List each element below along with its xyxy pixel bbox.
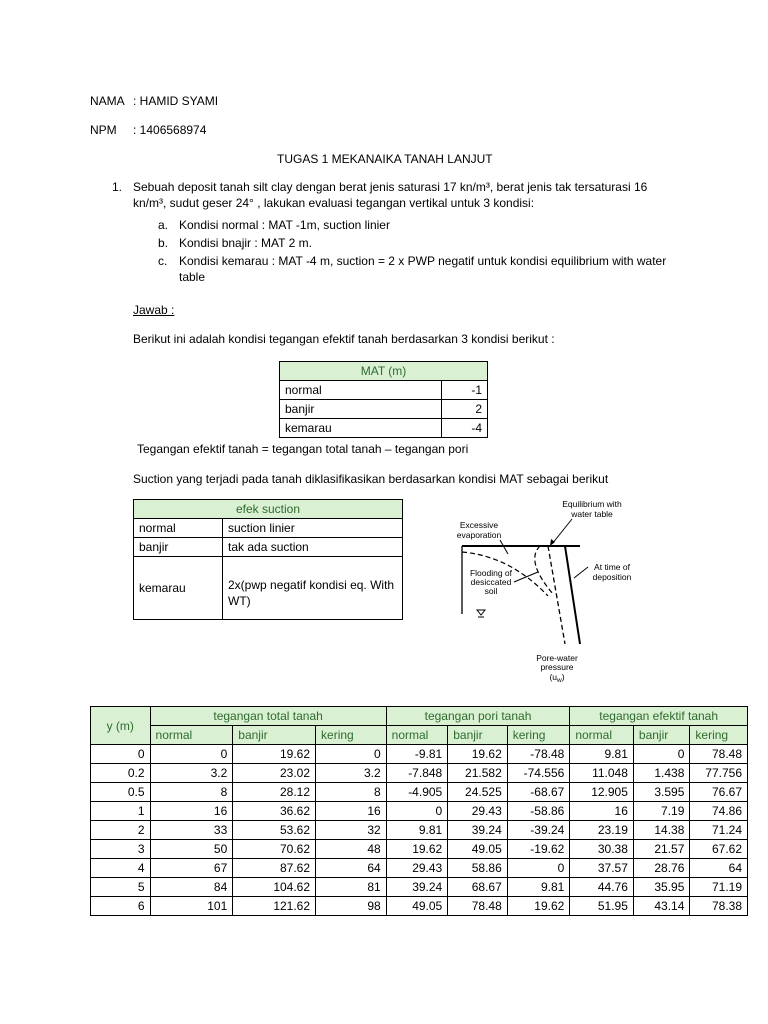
table-row: [91, 897, 748, 916]
y-header: y (m): [91, 707, 151, 745]
stress-cell: 101: [150, 897, 233, 916]
stress-cell: 43.14: [633, 897, 690, 916]
suction-table-header: efek suction: [134, 500, 403, 519]
stress-cell: 7.19: [633, 802, 690, 821]
table-row: kemarau 2x(pwp negatif kondisi eq. With WT): [134, 557, 403, 620]
depth-cell: 3: [91, 840, 151, 859]
suction-table: [133, 499, 403, 620]
table-row: banjir 2: [280, 400, 488, 419]
table-row: normal suction linier: [134, 519, 403, 538]
stress-cell: 49.05: [386, 897, 448, 916]
stress-cell: 19.62: [448, 745, 508, 764]
label-pwp: Pore-water: [536, 653, 578, 663]
group-header-pore: tegangan pori tanah: [386, 707, 570, 726]
label-evaporation: Excessive: [459, 520, 499, 530]
table-row: [91, 878, 748, 897]
stress-cell: 81: [316, 878, 387, 897]
stress-cell: 28.76: [633, 859, 690, 878]
condition-list: [158, 217, 678, 285]
stress-cell: 37.57: [570, 859, 634, 878]
stress-cell: 11.048: [570, 764, 634, 783]
table-row: [91, 764, 748, 783]
stress-cell: 0: [316, 745, 387, 764]
table-row: [91, 821, 748, 840]
stress-cell: 84: [150, 878, 233, 897]
stress-cell: 49.05: [448, 840, 508, 859]
stress-cell: 71.19: [690, 878, 748, 897]
depth-cell: 0.5: [91, 783, 151, 802]
stress-cell: 8: [316, 783, 387, 802]
svg-text:pressure: pressure: [540, 662, 574, 672]
nama-line: [90, 93, 218, 109]
stress-cell: -19.62: [507, 840, 570, 859]
question-line-1: Sebuah deposit tanah silt clay dengan berat jenis saturasi 17 kn/m³, berat jenis tak tersaturasi 16: [133, 180, 648, 194]
nama-label: NAMA: [90, 94, 125, 108]
condition-item: c. Kondisi kemarau : MAT -4 m, suction = 2 x PWP negatif untuk kondisi equilibrium with water table: [158, 254, 667, 284]
depth-cell: 2: [91, 821, 151, 840]
stress-cell: 71.24: [690, 821, 748, 840]
stress-cell: 50: [150, 840, 233, 859]
npm-line: [90, 122, 206, 138]
depth-cell: 6: [91, 897, 151, 916]
stress-cell: 74.86: [690, 802, 748, 821]
npm-value: : 1406568974: [133, 123, 207, 137]
stress-cell: 121.62: [233, 897, 316, 916]
table-row: [91, 783, 748, 802]
stress-table: y (m) tegangan total tanah tegangan pori tanah tegangan efektif tanah normal banjir kering normal banjir kering normal banjir kering 0 0 19.62 0 -9.81 19.62 -78.48 9.81 0 78.48 0.2 3.2 23.02 3.2 -7.848 21.582 -74.556 11.048 1.438 77.756 0.5 8 28.12 8 -4.905 24.525 -68.67 12.905 3.595 76.67 1 16 36.62 16 0 29.43 -58.86 16 7.19 74.86 2 33 53.62 32 9.81 39.24 -39.24 23.19 14.38 71.24 3 50 70.62 48 19.62 49.05 -19.62 30.38 21.57 67.62 4 67 87.62 64 29.43 58.86 0 37.57 28.76 64 5 84 104.62 81 39.24 68.67 9.81 44.76 35.95 71.19 6 101 121.62 98 49.05 78.48 19.62 51.95 43.14 78.38: [90, 706, 748, 916]
stress-cell: 16: [316, 802, 387, 821]
stress-cell: 3.2: [150, 764, 233, 783]
stress-cell: 23.02: [233, 764, 316, 783]
table-row: [91, 745, 748, 764]
stress-cell: -4.905: [386, 783, 448, 802]
svg-text:soil: soil: [484, 586, 498, 596]
stress-cell: 0: [150, 745, 233, 764]
stress-cell: 9.81: [570, 745, 634, 764]
suction-intro: Suction yang terjadi pada tanah diklasifikasikan berdasarkan kondisi MAT sebagai berikut: [133, 472, 609, 486]
group-header-effective: tegangan efektif tanah: [570, 707, 748, 726]
water-table-icon: [477, 610, 485, 615]
stress-cell: 16: [570, 802, 634, 821]
stress-cell: 28.12: [233, 783, 316, 802]
stress-cell: -68.67: [507, 783, 570, 802]
depth-cell: 5: [91, 878, 151, 897]
stress-cell: 19.62: [386, 840, 448, 859]
stress-cell: 0: [386, 802, 448, 821]
condition-item: a. Kondisi normal : MAT -1m, suction linier: [158, 218, 390, 232]
stress-cell: -74.556: [507, 764, 570, 783]
stress-cell: 21.582: [448, 764, 508, 783]
nama-value: : HAMID SYAMI: [133, 94, 219, 108]
stress-cell: 9.81: [507, 878, 570, 897]
answer-intro: Berikut ini adalah kondisi tegangan efektif tanah berdasarkan 3 kondisi berikut :: [133, 332, 555, 346]
depth-cell: 0.2: [91, 764, 151, 783]
stress-cell: 21.57: [633, 840, 690, 859]
stress-cell: 1.438: [633, 764, 690, 783]
stress-cell: 35.95: [633, 878, 690, 897]
stress-cell: -7.848: [386, 764, 448, 783]
stress-cell: 87.62: [233, 859, 316, 878]
stress-cell: 30.38: [570, 840, 634, 859]
stress-cell: 67.62: [690, 840, 748, 859]
stress-cell: 67: [150, 859, 233, 878]
label-deposition: At time of: [594, 562, 630, 572]
flooding-curve: [535, 546, 553, 594]
stress-cell: 8: [150, 783, 233, 802]
question-body: [133, 179, 693, 211]
svg-text:desiccated: desiccated: [470, 577, 512, 587]
stress-cell: -78.48: [507, 745, 570, 764]
formula-text: Tegangan efektif tanah = tegangan total tanah – tegangan pori: [137, 442, 469, 456]
stress-cell: 29.43: [386, 859, 448, 878]
stress-cell: 14.38: [633, 821, 690, 840]
deposition-line: [565, 546, 580, 644]
svg-text:evaporation: evaporation: [456, 530, 502, 540]
stress-cell: 39.24: [448, 821, 508, 840]
stress-cell: 19.62: [507, 897, 570, 916]
stress-cell: 44.76: [570, 878, 634, 897]
equilibrium-line: [548, 546, 565, 644]
table-row: banjir tak ada suction: [134, 538, 403, 557]
stress-cell: 29.43: [448, 802, 508, 821]
answer-label: Jawab :: [133, 303, 175, 317]
stress-cell: 36.62: [233, 802, 316, 821]
stress-cell: 19.62: [233, 745, 316, 764]
table-row: [91, 859, 748, 878]
svg-text:water table: water table: [571, 509, 613, 519]
stress-cell: 39.24: [386, 878, 448, 897]
mat-table: [279, 361, 488, 438]
stress-cell: 0: [633, 745, 690, 764]
mat-table-header: MAT (m): [280, 362, 488, 381]
pore-pressure-diagram: [440, 496, 660, 686]
stress-cell: 23.19: [570, 821, 634, 840]
depth-cell: 4: [91, 859, 151, 878]
depth-cell: 0: [91, 745, 151, 764]
question-number: 1.: [112, 180, 123, 194]
table-row: [91, 840, 748, 859]
stress-cell: -58.86: [507, 802, 570, 821]
stress-cell: 12.905: [570, 783, 634, 802]
stress-cell: 77.756: [690, 764, 748, 783]
stress-cell: -39.24: [507, 821, 570, 840]
stress-cell: 48: [316, 840, 387, 859]
question-line-2: kn/m³, sudut geser 24° , lakukan evaluasi tegangan vertikal untuk 3 kondisi:: [133, 196, 535, 210]
stress-cell: 64: [690, 859, 748, 878]
group-header-total: tegangan total tanah: [150, 707, 386, 726]
stress-cell: 78.48: [690, 745, 748, 764]
doc-title: TUGAS 1 MEKANAIKA TANAH LANJUT: [277, 152, 493, 166]
stress-cell: -9.81: [386, 745, 448, 764]
stress-cell: 32: [316, 821, 387, 840]
stress-cell: 3.595: [633, 783, 690, 802]
condition-item: b. Kondisi bnajir : MAT 2 m.: [158, 236, 312, 250]
stress-cell: 58.86: [448, 859, 508, 878]
stress-cell: 53.62: [233, 821, 316, 840]
stress-cell: 70.62: [233, 840, 316, 859]
svg-text:(uw): $(u_w)$: [549, 672, 565, 684]
stress-cell: 51.95: [570, 897, 634, 916]
table-row: normal -1: [280, 381, 488, 400]
npm-label: NPM: [90, 123, 117, 137]
stress-cell: 98: [316, 897, 387, 916]
table-row: [91, 802, 748, 821]
stress-cell: 104.62: [233, 878, 316, 897]
stress-cell: 9.81: [386, 821, 448, 840]
stress-cell: 33: [150, 821, 233, 840]
stress-cell: 0: [507, 859, 570, 878]
stress-cell: 76.67: [690, 783, 748, 802]
stress-cell: 64: [316, 859, 387, 878]
stress-cell: 78.38: [690, 897, 748, 916]
label-equilibrium: Equilibrium with: [562, 499, 622, 509]
stress-cell: 24.525: [448, 783, 508, 802]
stress-cell: 16: [150, 802, 233, 821]
stress-cell: 78.48: [448, 897, 508, 916]
table-row: kemarau -4: [280, 419, 488, 438]
stress-cell: 68.67: [448, 878, 508, 897]
depth-cell: 1: [91, 802, 151, 821]
stress-cell: 3.2: [316, 764, 387, 783]
svg-text:deposition: deposition: [592, 572, 632, 582]
label-flooding: Flooding of: [469, 568, 513, 578]
